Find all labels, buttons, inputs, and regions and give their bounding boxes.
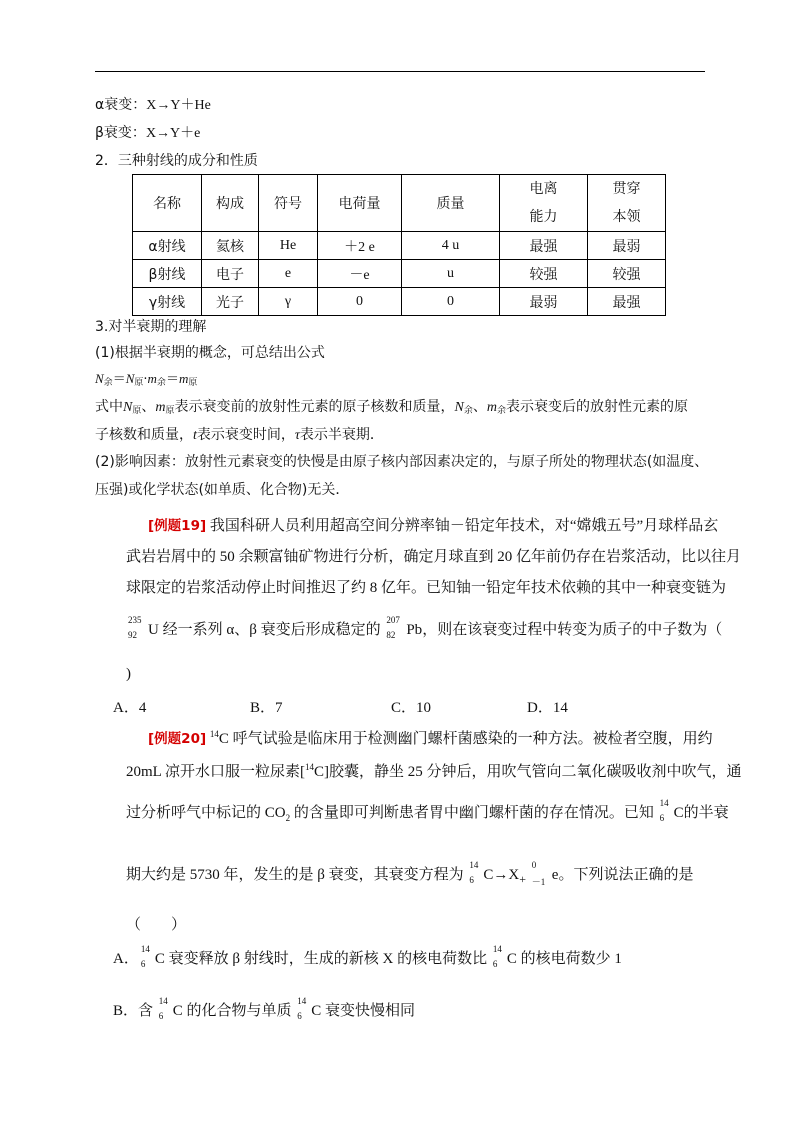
section-2-title: 2．三种射线的成分和性质 <box>95 153 258 169</box>
table-cell: 最弱 <box>588 232 666 260</box>
example-19-tag: [例题19] <box>148 518 207 534</box>
table-header: 电荷量 <box>318 175 402 232</box>
section-3-item-1: (1)根据半衰期的概念，可总结出公式 <box>95 345 325 361</box>
table-cell: 0 <box>318 288 402 316</box>
example-20-answer-paren: （ ） <box>126 917 187 933</box>
carbon-14-nuclide: 14 6 <box>140 944 150 969</box>
table-row <box>133 288 666 316</box>
table-cell: u <box>402 260 500 288</box>
table-cell: －e <box>318 260 402 288</box>
beta-decay-formula: β衰变：X→Y＋e <box>95 125 201 141</box>
table-cell: He <box>259 232 318 260</box>
rays-table <box>132 174 666 316</box>
table-cell: γ <box>259 288 318 316</box>
example-19-line-4: 235 92 U 经一系列 α、β 衰变后形成稳定的 207 82 Pb，则在该衰变过程中转变为质子的中子数为（ <box>128 615 723 640</box>
table-header-row <box>133 175 666 232</box>
carbon-14-nuclide: 14 6 <box>297 996 307 1021</box>
table-cell: ＋2 e <box>318 232 402 260</box>
table-cell: 0 <box>402 288 500 316</box>
example-19-line-5: ) <box>126 666 131 682</box>
table-cell: e <box>259 260 318 288</box>
header-rule <box>95 71 705 72</box>
table-cell: 氦核 <box>202 232 259 260</box>
table-row <box>133 260 666 288</box>
table-header: 名称 <box>133 175 202 232</box>
uranium-nuclide: 235 92 <box>128 615 142 640</box>
example-19-line-2: 武岩岩屑中的 50 余颗富铀矿物进行分析，确定月球直到 20 亿年前仍存在岩浆活动，比以往月 <box>126 549 742 565</box>
example-19-option-c[interactable]: C．10 <box>391 700 432 716</box>
section-3-item-2-line-1: (2)影响因素：放射性元素衰变的快慢是由原子核内部因素决定的，与原子所处的物理状态(如温度、 <box>95 454 709 470</box>
example-20-line-2: 20mL 凉开水口服一粒尿素[$^{14}$C]胶囊，静坐 25 分钟后，用吹气管向二氧化碳吸收剂中吹气，通 <box>126 762 742 780</box>
table-cell: 最弱 <box>500 288 588 316</box>
example-20-line-3: 过分析呼气中标记的 $CO_2$ 的含量即可判断患者胃中幽门螺杆菌的存在情况。已知 14 6 C的半衰 <box>126 798 729 823</box>
carbon-14-nuclide: 14 6 <box>158 996 168 1021</box>
half-life-formula: $N_余=N_原\cdot m_余=m_原$ <box>95 371 198 388</box>
table-cell: 最强 <box>588 288 666 316</box>
example-20-line-4: 期大约是 5730 年，发生的是 β 衰变，其衰变方程为 14 6 $C\to X_+$ 0 －1 e。下列说法正确的是 <box>126 860 694 887</box>
table-cell: 4 u <box>402 232 500 260</box>
formula-description-line-2: 子核数和质量，t表示衰变时间，τ表示半衰期． <box>95 427 384 443</box>
example-20-tag: [例题20] <box>148 731 207 747</box>
example-19-option-a[interactable]: A．4 <box>113 700 147 716</box>
section-3-item-2-line-2: 压强)或化学状态(如单质、化合物)无关． <box>95 482 350 498</box>
carbon-14-nuclide: 14 6 <box>492 944 502 969</box>
example-19-line-3: 球限定的岩浆活动停止时间推迟了约 8 亿年。已知铀一铅定年技术依赖的其中一种衰变链为 <box>126 580 727 596</box>
example-20-option-b[interactable]: B．含 14 6 C 的化合物与单质 14 6 C 衰变快慢相同 <box>113 996 416 1021</box>
lead-nuclide: 207 82 <box>386 615 400 640</box>
table-cell: 最强 <box>500 232 588 260</box>
example-19-option-d[interactable]: D．14 <box>527 700 568 716</box>
table-cell: 光子 <box>202 288 259 316</box>
table-cell: α射线 <box>133 232 202 260</box>
table-header: 电离 能力 <box>500 175 588 232</box>
carbon-14-nuclide: 14 6 <box>469 860 479 885</box>
table-row <box>133 232 666 260</box>
table-cell: γ射线 <box>133 288 202 316</box>
formula-description-line-1: 式中$N_原$、$m_原$表示衰变前的放射性元素的原子核数和质量，$N_余$、$m_余$表示衰变后的放射性元素的原 <box>95 399 688 416</box>
table-header: 符号 <box>259 175 318 232</box>
table-cell: β射线 <box>133 260 202 288</box>
table-cell: 较强 <box>588 260 666 288</box>
table-header: 贯穿 本领 <box>588 175 666 232</box>
table-cell: 电子 <box>202 260 259 288</box>
electron-nuclide: 0 －1 <box>531 860 546 887</box>
section-3-title: 3.对半衰期的理解 <box>95 319 207 335</box>
carbon-14-nuclide: 14 6 <box>659 798 669 823</box>
example-20-line-1: [例题20] $^{14}$C 呼气试验是临床用于检测幽门螺杆菌感染的一种方法。被检者空腹，用约 <box>148 729 713 747</box>
table-cell: 较强 <box>500 260 588 288</box>
alpha-decay-formula: α衰变：X→Y＋He <box>95 97 211 113</box>
example-19-line-1: [例题19] 我国科研人员利用超高空间分辨率铀－铅定年技术，对“嫦娥五号”月球样品玄 <box>148 518 719 534</box>
table-header: 构成 <box>202 175 259 232</box>
table-header: 质量 <box>402 175 500 232</box>
example-19-option-b[interactable]: B．7 <box>250 700 283 716</box>
example-20-option-a[interactable]: A． 14 6 C 衰变释放 β 射线时，生成的新核 X 的核电荷数比 14 6 C 的核电荷数少 1 <box>113 944 622 969</box>
